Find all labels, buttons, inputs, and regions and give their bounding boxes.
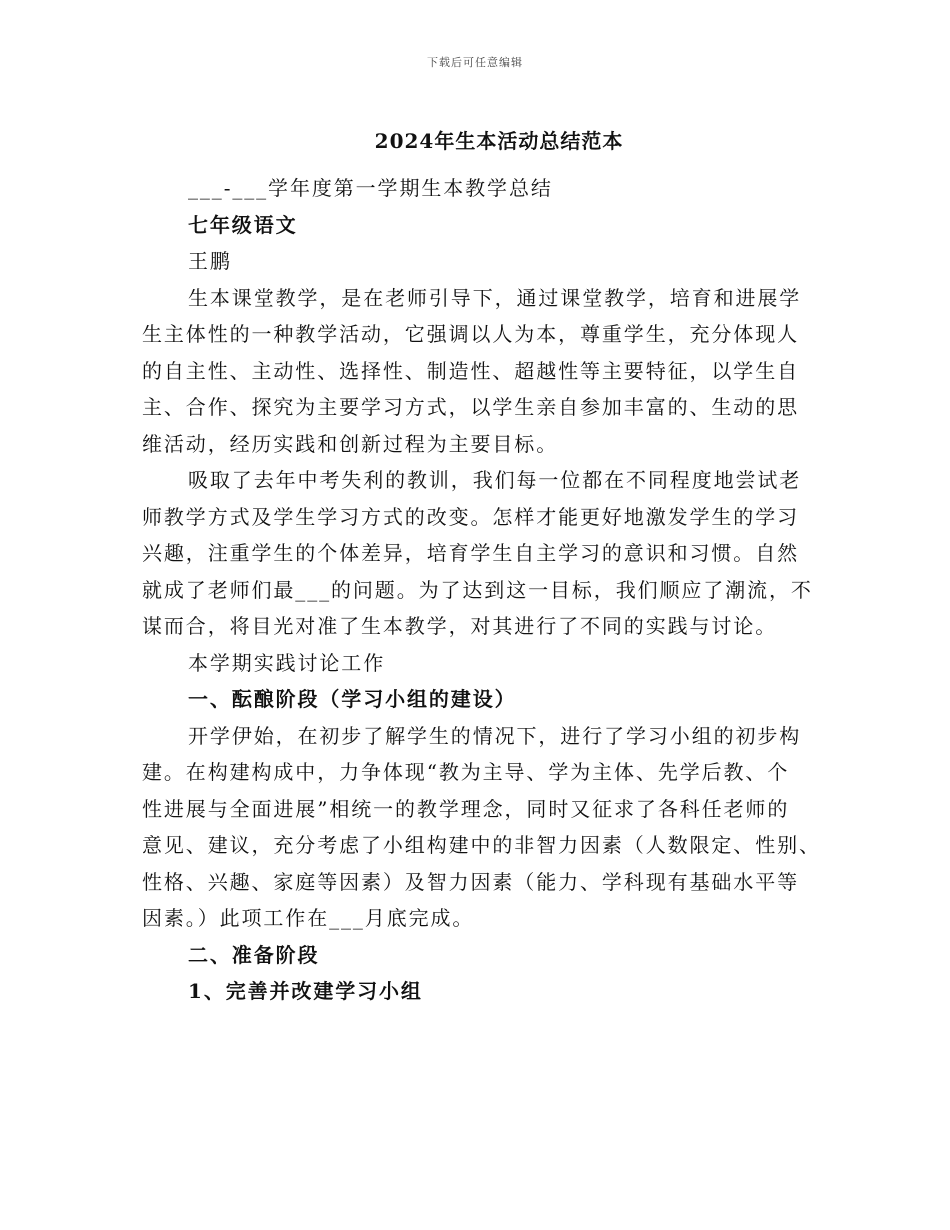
paragraph-2-line: 就成了老师们最___的问题。为了达到这一目标，我们顺应了潮流，不 (142, 577, 813, 602)
header-note: 下载后可任意编辑 (427, 56, 523, 69)
grade-heading: 七年级语文 (188, 212, 298, 237)
document-body (142, 170, 822, 1010)
paragraph-2-line: 谋而合，将目光对准了生本教学，对其进行了不同的实践与讨论。 (142, 614, 778, 638)
document-title: 2024年生本活动总结范本 (374, 129, 624, 153)
paragraph-1-line: 维活动，经历实践和创新过程为主要目标。 (142, 431, 559, 456)
subsection-heading-1: 1、完善并改建学习小组 (188, 979, 423, 1003)
paragraph-3-line: 性格、兴趣、家庭等因素）及智力因素（能力、学科现有基础水平等 (142, 869, 799, 894)
paragraph-3-line: 意见、建议，充分考虑了小组构建中的非智力因素（人数限定、性别、 (142, 833, 821, 857)
paragraph-1-line: 生本课堂教学，是在老师引导下，通过课堂教学，培育和进展学 (188, 285, 802, 310)
paragraph-2-line: 师教学方式及学生学习方式的改变。怎样才能更好地激发学生的学习 (142, 504, 799, 529)
paragraph-1-line: 的自主性、主动性、选择性、制造性、超越性等主要特征，以学生自 (142, 358, 799, 383)
section-heading-1: 一、酝酿阶段（学习小组的建设） (188, 687, 517, 711)
work-heading: 本学期实践讨论工作 (188, 650, 386, 675)
subtitle-line: ___-___学年度第一学期生本教学总结 (188, 176, 553, 200)
paragraph-2-line: 兴趣，注重学生的个体差异，培育学生自主学习的意识和习惯。自然 (142, 541, 799, 565)
paragraph-3-line: 建。在构建构成中，力争体现“教为主导、学为主体、先学后教、个 (142, 760, 790, 784)
paragraph-3-line: 开学伊始，在初步了解学生的情况下，进行了学习小组的初步构 (188, 723, 802, 748)
author-line: 王鹏 (188, 249, 232, 273)
paragraph-1-line: 主、合作、探究为主要学习方式，以学生亲自参加丰富的、生动的思 (142, 395, 799, 419)
paragraph-3-line: 因素。）此项工作在___月底完成。 (142, 906, 475, 930)
paragraph-2-line: 吸取了去年中考失利的教训，我们每一位都在不同程度地尝试老 (188, 468, 802, 492)
paragraph-1-line: 生主体性的一种教学活动，它强调以人为本，尊重学生，充分体现人 (142, 322, 799, 346)
section-heading-2: 二、准备阶段 (188, 942, 320, 967)
paragraph-3-line: 性进展与全面进展”相统一的教学理念，同时又征求了各科任老师的 (142, 796, 790, 821)
